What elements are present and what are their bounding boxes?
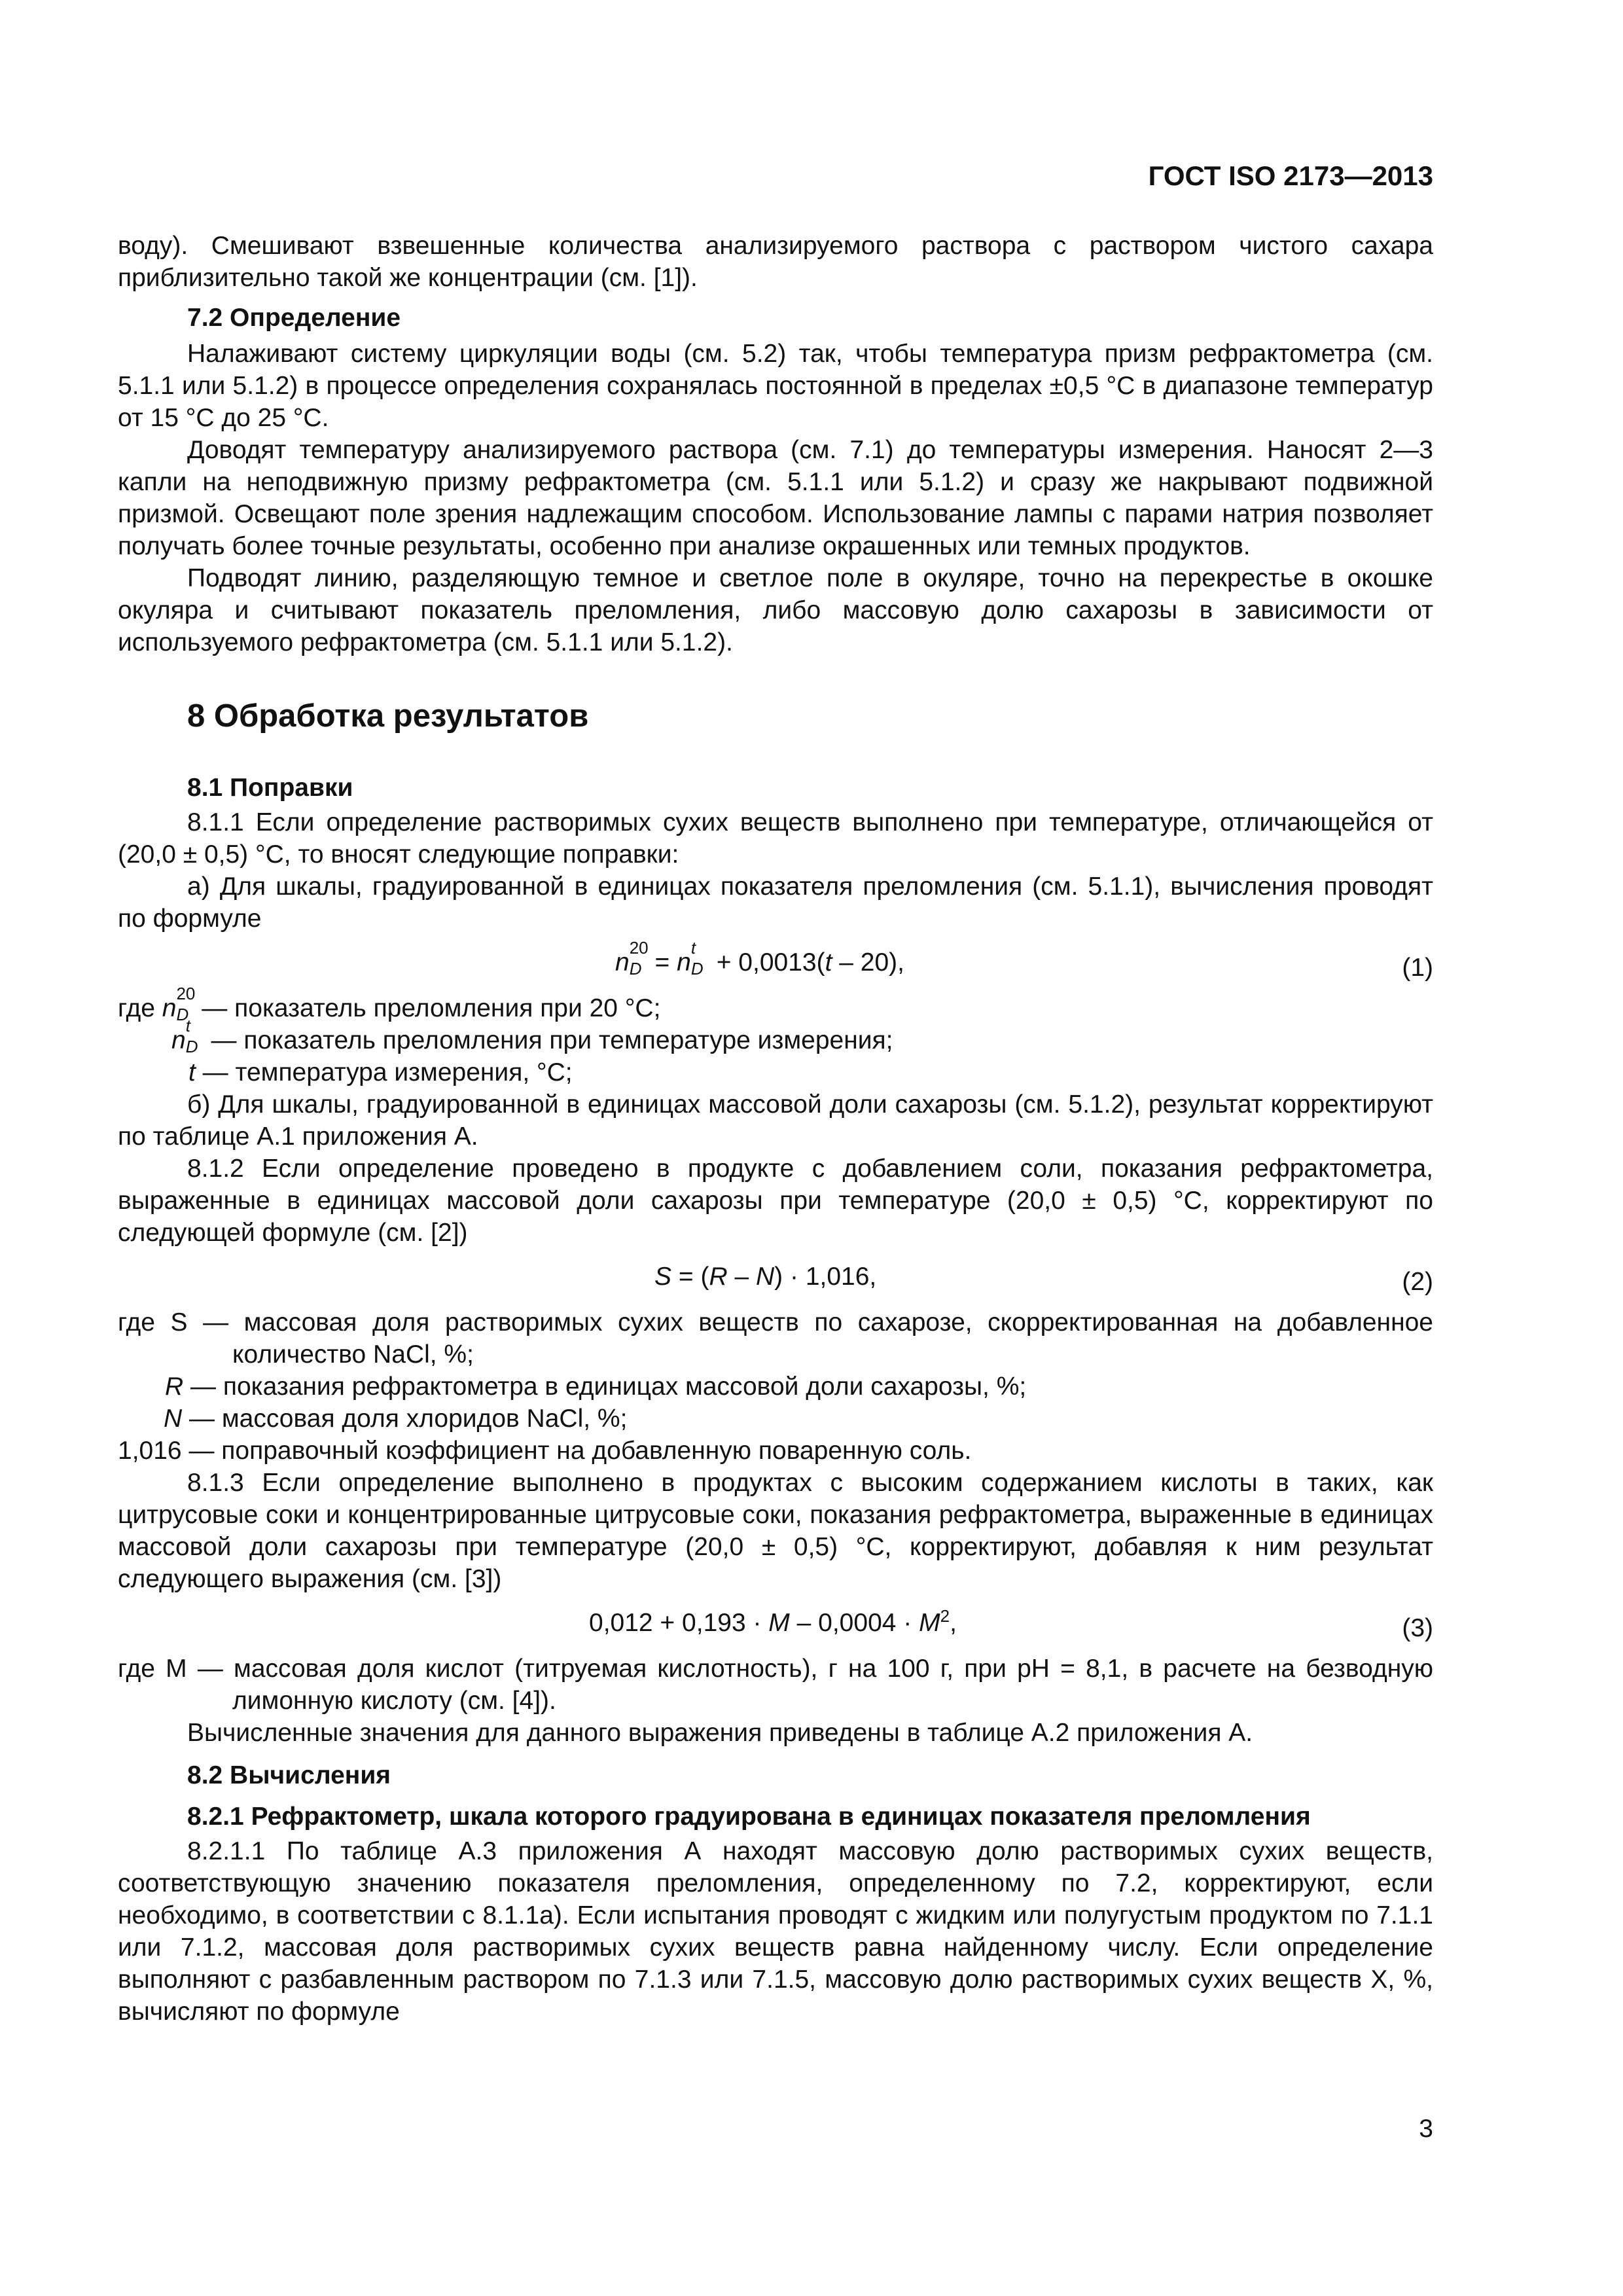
- section-8-2-1-heading: 8.2.1 Рефрактометр, шкала которого градуирована в единицах показателя преломления: [187, 1803, 1311, 1831]
- paragraph-8-1-1: 8.1.1 Если определение растворимых сухих веществ выполнено при температуре, отличающейся от (20,0 ± 0,5) °С, то вносят следующие поправки:: [118, 808, 1433, 869]
- formula-1: [118, 938, 1433, 984]
- legend-M: где M — массовая доля кислот (титруемая кислотность), г на 100 г, при рН = 8,1, в расчете на безводную лимонную кислоту (см. [4]).: [118, 1655, 1433, 1715]
- section-8-heading: 8 Обработка результатов: [187, 698, 589, 734]
- legend-nDt: n t D — показатель преломления при температуре измерения;: [171, 1016, 893, 1056]
- formula-2-number: (2): [1402, 1268, 1433, 1296]
- formula-3-number: (3): [1402, 1614, 1433, 1642]
- section-8-1-heading: 8.1 Поправки: [187, 774, 353, 802]
- paragraph-7-2-c: Подводят линию, разделяющую темное и светлое поле в окуляре, точно на перекрестье в окошке окуляра и считывают показатель преломления, либо массовую долю сахарозы в зависимости от используемого рефрактометра (см. 5.1.1 или 5.1.2).: [118, 564, 1433, 656]
- section-7-2-heading: 7.2 Определение: [187, 304, 401, 332]
- formula-3-legend: [118, 1653, 1433, 1717]
- legend-R: R — показания рефрактометра в единицах массовой доли сахарозы, %;: [165, 1372, 1027, 1401]
- formula-3: [118, 1603, 1433, 1645]
- formula-3-expression: $0,012 + 0,193 \cdot M - 0,0004 \cdot M^2$,: [589, 1606, 957, 1637]
- formula-2-expression: S = (R – N) · 1,016,: [654, 1263, 877, 1291]
- paragraph-7-2-a: Налаживают систему циркуляции воды (см. 5.2) так, чтобы температура призм рефрактометра (см. 5.1.1 или 5.1.2) в процессе определения сохранялась постоянной в пределах ±0,5 °С в диапазоне температур от 15 °С до 25 °С.: [118, 340, 1433, 432]
- page-number: 3: [1419, 2115, 1433, 2143]
- legend-t: t — температура измерения, °С;: [188, 1058, 573, 1086]
- section-8-2-heading: 8.2 Вычисления: [187, 1761, 391, 1789]
- formula-2: [118, 1257, 1433, 1299]
- formula-1-number: (1): [1402, 954, 1433, 982]
- paragraph-7-2-b: Доводят температуру анализируемого раствора (см. 7.1) до температуры измерения. Наносят 2—3 капли на неподвижную призму рефрактометра (см. 5.1.1 или 5.1.2) и сразу же накрывают подвижной призмой. Освещают поле зрения надлежащим способом. Использование лампы с парами натрия позволяет получать более точные результаты, особенно при анализе окрашенных или темных продуктов.: [118, 436, 1433, 560]
- legend-N: N — массовая доля хлоридов NaCl, %;: [164, 1405, 628, 1433]
- formula-2-legend: [118, 1306, 1433, 1467]
- paragraph-8-2-1-1: 8.2.1.1 По таблице А.3 приложения А находят массовую долю растворимых сухих веществ, соответствующую значению показателя преломления, определенному по 7.2, корректируют, если необходимо, в соответствии с 8.1.1а). Если испытания проводят с жидким или полугустым продуктом по 7.1.1 или 7.1.2, массовая доля растворимых сухих веществ равна найденному числу. Если определение выполняют с разбавленным раствором по 7.1.3 или 7.1.5, массовую долю растворимых сухих веществ X, %, вычисляют по формуле: [118, 1837, 1433, 2026]
- formula-1-expression: n 20 D = n t D + 0,0013(t – 20),: [615, 938, 904, 978]
- paragraph-calculated-values: Вычисленные значения для данного выражения приведены в таблице А.2 приложения А.: [187, 1719, 1253, 1747]
- paragraph-8-1-2: 8.1.2 Если определение проведено в продукте с добавлением соли, показания рефрактометра, выраженные в единицах массовой доли сахарозы при температуре (20,0 ± 0,5) °С, корректируют по следующей формуле (см. [2]): [118, 1155, 1433, 1247]
- legend-nD20: где n 20 D — показатель преломления при 20 °С;: [118, 984, 661, 1024]
- legend-S: где S — массовая доля растворимых сухих веществ по сахарозе, скорректированная на добавленное количество NaCl, %;: [118, 1308, 1433, 1369]
- paragraph-8-1-1-a: а) Для шкалы, градуированной в единицах показателя преломления (см. 5.1.1), вычисления проводят по формуле: [118, 872, 1433, 933]
- paragraph-continuation: воду). Смешивают взвешенные количества анализируемого раствора с раствором чистого сахара приблизительно такой же концентрации (см. [1]).: [118, 232, 1433, 292]
- legend-coefficient: 1,016 — поправочный коэффициент на добавленную поваренную соль.: [118, 1437, 972, 1465]
- paragraph-8-1-3: 8.1.3 Если определение выполнено в продуктах с высоким содержанием кислоты в таких, как цитрусовые соки и концентрированные цитрусовые соки, показания рефрактометра, выраженные в единицах массовой доли сахарозы при температуре (20,0 ± 0,5) °С, корректируют, добавляя к ним результат следующего выражения (см. [3]): [118, 1469, 1433, 1593]
- formula-1-legend: [118, 984, 1433, 1088]
- standard-header: ГОСТ ISO 2173—2013: [1148, 160, 1433, 191]
- paragraph-8-1-1-b: б) Для шкалы, градуированной в единицах массовой доли сахарозы (см. 5.1.2), результат корректируют по таблице А.1 приложения А.: [118, 1090, 1433, 1151]
